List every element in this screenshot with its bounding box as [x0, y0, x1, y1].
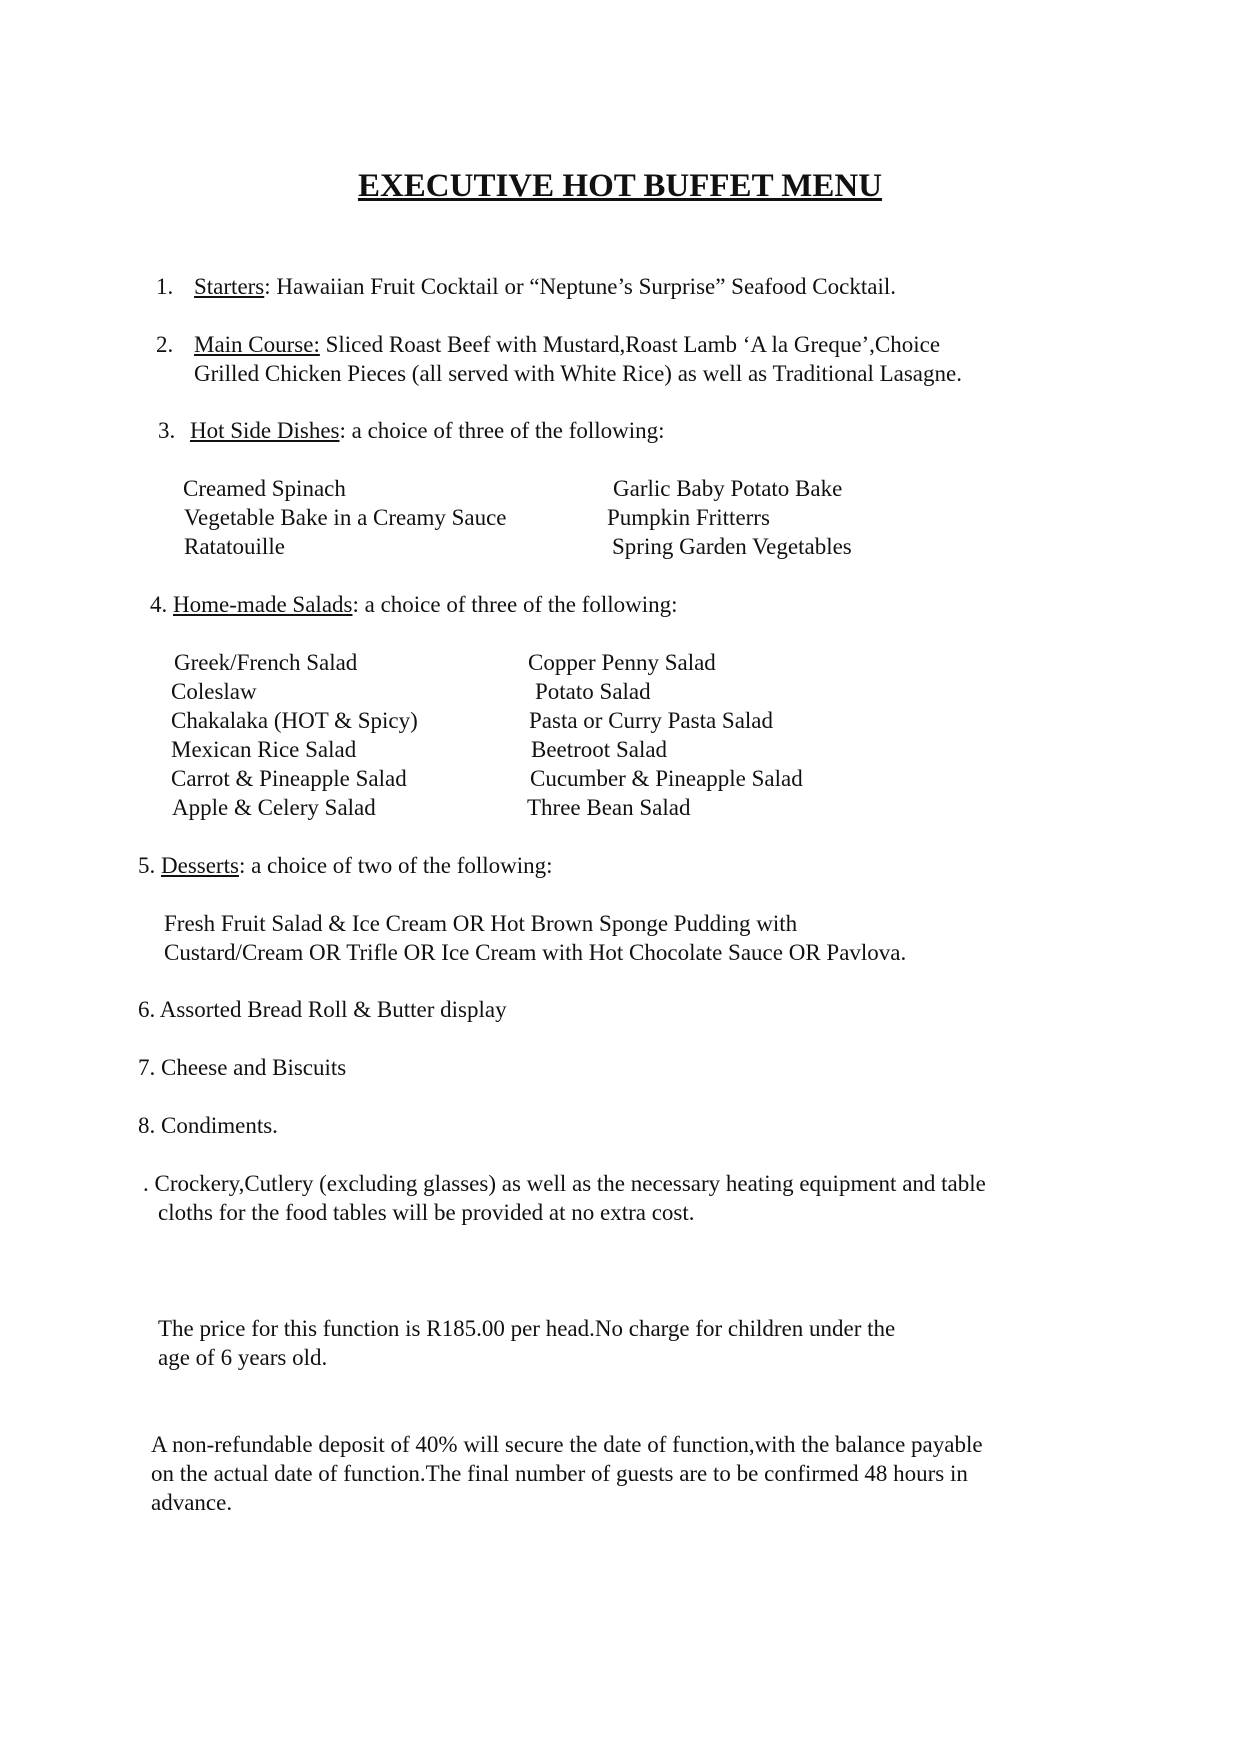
salads-left-item: Apple & Celery Salad — [172, 795, 376, 820]
main-course-line-1 — [194, 330, 940, 359]
salads-right-item: Three Bean Salad — [527, 795, 691, 820]
salads-right-item: Beetroot Salad — [531, 737, 668, 762]
hot-side-text: : a choice of three of the following: — [339, 418, 665, 443]
salads-left-item: Mexican Rice Salad — [171, 737, 357, 762]
main-course-number: 2. — [156, 332, 174, 357]
salads-left-item: Coleslaw — [171, 679, 257, 704]
bread-item: 6. Assorted Bread Roll & Butter display — [138, 997, 507, 1022]
hot-side-number: 3. — [158, 418, 176, 443]
starters-line — [194, 272, 896, 301]
hot-side-line — [190, 416, 665, 445]
main-course-text: Sliced Roast Beef with Mustard,Roast Lamb ‘A la Greque’,Choice — [319, 332, 941, 357]
salads-heading: Home-made Salads — [173, 592, 353, 617]
starters-text: : Hawaiian Fruit Cocktail or “Neptune’s Surprise” Seafood Cocktail. — [264, 274, 896, 299]
salads-right-item: Potato Salad — [535, 679, 651, 704]
menu-title: EXECUTIVE HOT BUFFET MENU — [357, 168, 883, 204]
main-course-heading: Main Course: — [194, 332, 320, 357]
salads-left-item: Chakalaka (HOT & Spicy) — [171, 708, 418, 733]
salads-line — [150, 590, 678, 619]
desserts-line — [138, 851, 553, 880]
desserts-options-line-2: Custard/Cream OR Trifle OR Ice Cream with Hot Chocolate Sauce OR Pavlova. — [164, 940, 907, 965]
condiments-item: 8. Condiments. — [138, 1113, 278, 1138]
salads-text: : a choice of three of the following: — [352, 592, 678, 617]
starters-number: 1. — [156, 274, 174, 299]
price-note-line-2: age of 6 years old. — [158, 1345, 328, 1370]
salads-number: 4. — [150, 592, 168, 617]
cheese-item: 7. Cheese and Biscuits — [138, 1055, 347, 1080]
starters-heading: Starters — [194, 274, 265, 299]
desserts-number: 5. — [138, 853, 156, 878]
hot-side-right-item: Spring Garden Vegetables — [612, 534, 852, 559]
hot-side-left-item: Ratatouille — [184, 534, 285, 559]
price-note-line-1: The price for this function is R185.00 per head.No charge for children under the — [158, 1316, 896, 1341]
main-course-line-2: Grilled Chicken Pieces (all served with White Rice) as well as Traditional Lasagne. — [194, 361, 962, 386]
deposit-note-line-1: A non-refundable deposit of 40% will secure the date of function,with the balance payable — [151, 1432, 983, 1457]
crockery-note-line-2: cloths for the food tables will be provided at no extra cost. — [158, 1200, 695, 1225]
salads-left-item: Carrot & Pineapple Salad — [171, 766, 407, 791]
salads-right-item: Cucumber & Pineapple Salad — [530, 766, 803, 791]
hot-side-left-item: Creamed Spinach — [183, 476, 346, 501]
crockery-note-line-1: . Crockery,Cutlery (excluding glasses) as well as the necessary heating equipment and table — [143, 1171, 986, 1196]
hot-side-left-item: Vegetable Bake in a Creamy Sauce — [184, 505, 507, 530]
hot-side-right-item: Pumpkin Fritterrs — [607, 505, 770, 530]
desserts-heading: Desserts — [161, 853, 239, 878]
hot-side-heading: Hot Side Dishes — [190, 418, 340, 443]
salads-right-item: Copper Penny Salad — [528, 650, 716, 675]
hot-side-right-item: Garlic Baby Potato Bake — [613, 476, 843, 501]
salads-left-item: Greek/French Salad — [174, 650, 358, 675]
deposit-note-line-3: advance. — [151, 1490, 233, 1515]
deposit-note-line-2: on the actual date of function.The final number of guests are to be confirmed 48 hours in — [151, 1461, 968, 1486]
desserts-options-line-1: Fresh Fruit Salad & Ice Cream OR Hot Brown Sponge Pudding with — [164, 911, 798, 936]
salads-right-item: Pasta or Curry Pasta Salad — [529, 708, 774, 733]
desserts-text: : a choice of two of the following: — [238, 853, 553, 878]
